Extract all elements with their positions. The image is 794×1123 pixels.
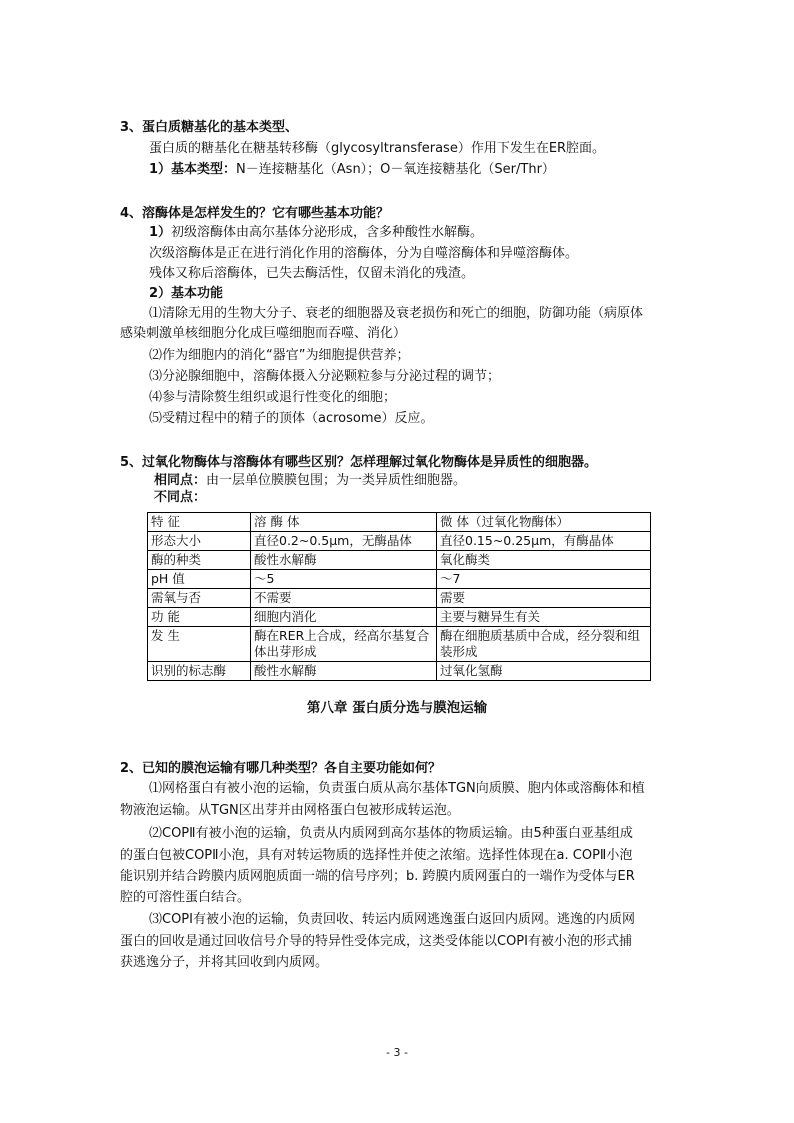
answer-3-line-3: 获逃逸分子，并将其回收到内质网。	[120, 955, 329, 970]
chapter-title: 第八章 蛋白质分选与膜泡运输	[306, 700, 488, 716]
table-header-row	[148, 513, 651, 532]
section-4-function-1b: 感染刺激单核细胞分化成巨噬细胞而吞噬、消化）	[120, 326, 407, 341]
section-4-function-1a: ⑴清除无用的生物大分子、衰老的细胞器及衰老损伤和死亡的细胞，防御功能（病原体	[149, 306, 644, 321]
table-cell: ～5	[251, 570, 437, 589]
section-4-para-1-text: 初级溶酶体由高尔基体分泌形成，含多种酸性水解酶。	[171, 225, 484, 240]
section-5-similarities-label: 相同点：	[154, 473, 207, 488]
table-cell: 主要与糖异生有关	[437, 608, 651, 627]
answer-2-line-1: ⑵COPⅡ有被小泡的运输，负责从内质网到高尔基体的物质运输。由5种蛋白亚基组成	[149, 826, 633, 841]
section-3-title: 3、蛋白质糖基化的基本类型、	[120, 120, 299, 135]
table-row	[148, 608, 651, 627]
section-4-function-2: ⑵作为细胞内的消化“器官”为细胞提供营养；	[149, 348, 410, 363]
page-number: - 3 -	[386, 1046, 408, 1059]
table-cell: 需氧与否	[148, 589, 251, 608]
section-4-function-4: ⑷参与清除赘生组织或退行性变化的细胞；	[149, 390, 397, 405]
table-cell: 需要	[437, 589, 651, 608]
answer-2-line-4: 腔的可溶性蛋白结合。	[120, 890, 251, 905]
section-3-types-label: 1）基本类型：	[149, 162, 237, 177]
table-cell: ～7	[437, 570, 651, 589]
table-cell: pH 值	[148, 570, 251, 589]
answer-1-line-2: 物液泡运输。从TGN区出芽并由网格蛋白包被形成转运泡。	[120, 803, 460, 818]
table-header-cell: 微 体（过氧化物酶体）	[437, 513, 651, 532]
section-3-types-text: N－连接糖基化（Asn）；O－氧连接糖基化（Ser/Thr）	[236, 162, 555, 177]
table-cell: 氧化酶类	[437, 551, 651, 570]
table-row	[148, 627, 651, 662]
table-cell: 发 生	[148, 627, 251, 662]
section-4-para-2: 次级溶酶体是正在进行消化作用的溶酶体，分为自噬溶酶体和异噬溶酶体。	[149, 246, 579, 261]
section-4-function-5: ⑸受精过程中的精子的顶体（acrosome）反应。	[149, 411, 434, 426]
table-cell: 直径0.2~0.5μm，无酶晶体	[251, 532, 437, 551]
answer-3-line-1: ⑶COPⅠ有被小泡的运输，负责回收、转运内质网逃逸蛋白返回内质网。逃逸的内质网	[149, 912, 635, 927]
section-5-similarities-text: 由一层单位膜膜包围；为一类异质性细胞器。	[206, 473, 467, 488]
table-cell: 过氧化氢酶	[437, 662, 651, 681]
answer-1-line-1: ⑴网格蛋白有被小泡的运输，负责蛋白质从高尔基体TGN向质膜、胞内体或溶酶体和植	[149, 781, 645, 796]
table-row	[148, 662, 651, 681]
table-cell: 酸性水解酶	[251, 551, 437, 570]
comparison-table	[147, 512, 651, 681]
table-row	[148, 570, 651, 589]
table-row	[148, 532, 651, 551]
table-cell: 功 能	[148, 608, 251, 627]
section-4-para-1-label: 1）	[149, 225, 172, 240]
table-cell: 酶的种类	[148, 551, 251, 570]
table-cell: 直径0.15~0.25μm，有酶晶体	[437, 532, 651, 551]
table-cell: 细胞内消化	[251, 608, 437, 627]
section-3-types	[149, 162, 555, 178]
section-4-title: 4、溶酶体是怎样发生的？它有哪些基本功能？	[120, 206, 390, 221]
section-4-function-3: ⑶分泌腺细胞中，溶酶体摄入分泌颗粒参与分泌过程的调节；	[149, 369, 501, 384]
answer-2-line-3: 能识别并结合跨膜内质网胞质面一端的信号序列；b. 跨膜内质网蛋白的一端作为受体与ER	[120, 869, 635, 884]
section-3-line-1: 蛋白质的糖基化在糖基转移酶（glycosyltransferase）作用下发生在ER腔面。	[149, 141, 606, 156]
section-5-similarities	[154, 473, 466, 489]
table-cell: 酶在RER上合成，经高尔基复合体出芽形成	[251, 627, 437, 662]
table-cell: 识别的标志酶	[148, 662, 251, 681]
section-5-title: 5、过氧化物酶体与溶酶体有哪些区别？怎样理解过氧化物酶体是异质性的细胞器。	[120, 455, 598, 470]
section-4-function-label: 2）基本功能	[149, 286, 224, 301]
answer-3-line-2: 蛋白的回收是通过回收信号介导的特异性受体完成，这类受体能以COPⅠ有被小泡的形式捕	[120, 934, 632, 949]
section-4-para-3: 残体又称后溶酶体，已失去酶活性，仅留未消化的残渣。	[149, 266, 475, 281]
table-row	[148, 551, 651, 570]
table-header-cell: 溶 酶 体	[251, 513, 437, 532]
section-4-para-1	[149, 225, 483, 241]
table-cell: 酶在细胞质基质中合成，经分裂和组装形成	[437, 627, 651, 662]
chapter-8-question-2-title: 2、已知的膜泡运输有哪几种类型？各自主要功能如何？	[120, 761, 442, 776]
table-cell: 酸性水解酶	[251, 662, 437, 681]
table-row	[148, 589, 651, 608]
section-5-differences-label: 不同点：	[154, 490, 207, 505]
table-cell: 形态大小	[148, 532, 251, 551]
table-cell: 不需要	[251, 589, 437, 608]
answer-2-line-2: 的蛋白包被COPⅡ小泡，具有对转运物质的选择性并使之浓缩。选择性体现在a. COPⅡ小泡	[120, 848, 633, 863]
table-header-cell: 特 征	[148, 513, 251, 532]
